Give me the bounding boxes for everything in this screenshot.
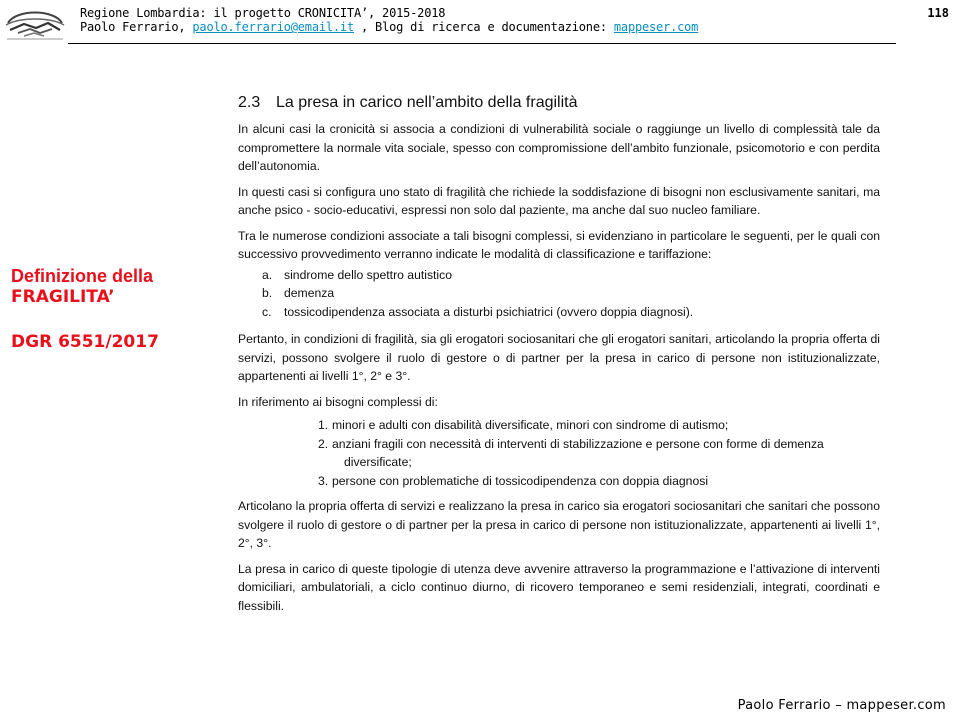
list-marker: b. — [262, 286, 273, 300]
list-marker: 2. — [318, 436, 329, 451]
blog-link[interactable]: mappeser.com — [613, 20, 699, 34]
sidebar-title-line2: FRAGILITA’ — [11, 287, 115, 307]
list-item-continuation: diversificate; — [344, 455, 412, 469]
list-item — [238, 266, 880, 285]
page-header — [0, 0, 960, 46]
document-body — [238, 92, 880, 622]
header-line2-middle: , Blog di ricerca e documentazione: — [353, 20, 614, 34]
list-item-text: tossicodipendenza associata a disturbi psichiatrici (ovvero doppia diagnosi). — [284, 304, 694, 319]
header-line1: Regione Lombardia: il progetto CRONICITA’, 2015-2018 — [80, 6, 446, 20]
paragraph: Pertanto, in condizioni di fragilità, sia gli erogatori sociosanitari che gli erogatori sanitari, articolando la propria offerta di servizi, possono svolgere il ruolo di gestore o di partner per la presa in carico di persone non istituzionalizzate, appartenenti ai livelli 1°, 2° e 3°. — [238, 332, 880, 383]
needs-list — [238, 416, 880, 490]
paragraph: La presa in carico di queste tipologie di utenza deve avvenire attraverso la programmazione e l’attivazione di interventi domiciliari, ambulatoriali, a ciclo continuo diurno, di ricovero temporaneo e semi residenziali, integrati, coordinati e flessibili. — [238, 561, 880, 613]
paragraph: In riferimento ai bisogni complessi di: — [238, 394, 438, 409]
list-marker: c. — [262, 304, 272, 319]
sidebar-title — [11, 266, 216, 353]
list-item-text: minori e adulti con disabilità diversificate, minori con sindrome di autismo; — [332, 418, 729, 432]
paragraph: In alcuni casi la cronicità si associa a condizioni di vulnerabilità sociale o raggiunge un livello di complessità tale da compromettere la normale vita sociale, spesso con compromissione dell’ambito funzionale, psicomotorio e con perdita dell’autonomia. — [238, 122, 880, 173]
list-item — [238, 303, 880, 322]
header-divider — [68, 43, 896, 44]
paragraph: In questi casi si configura uno stato di fragilità che richiede la soddisfazione di bisogni non esclusivamente sanitari, ma anche psico - socio-educativi, espressi non solo dal paziente, ma anche dal suo nucleo familiare. — [238, 184, 880, 217]
paragraph: Articolano la propria offerta di servizi e realizzano la presa in carico sia erogatori sociosanitari che sanitari che possono svolgere il ruolo di gestore o di partner per la presa in carico di persone non istituzionalizzate, appartenenti ai livelli 1°, 2°, 3°. — [238, 499, 880, 550]
conditions-list — [238, 266, 880, 322]
list-marker: 1. — [318, 418, 329, 432]
sidebar-title-line1: Definizione della — [11, 266, 154, 286]
list-item-text: persone con problematiche di tossicodipendenza con doppia diagnosi — [332, 473, 709, 488]
list-marker: 3. — [318, 473, 329, 488]
footer-credit: Paolo Ferrario – mappeser.com — [737, 698, 946, 713]
sidebar-dgr: DGR 6551/2017 — [11, 332, 159, 352]
list-item-text: sindrome dello spettro autistico — [284, 267, 453, 282]
page-number: 118 — [927, 6, 949, 20]
email-link[interactable]: paolo.ferrario@email.it — [192, 20, 354, 34]
handshake-icon — [4, 3, 66, 43]
list-item-text: demenza — [284, 286, 335, 300]
header-text — [80, 6, 698, 34]
section-heading — [238, 92, 880, 114]
list-item-text: anziani fragili con necessità di interventi di stabilizzazione e persone con forme di demenza — [332, 436, 824, 451]
header-line2 — [80, 20, 698, 34]
list-item — [238, 435, 880, 472]
list-item — [238, 416, 880, 435]
section-number: 2.3 — [238, 94, 261, 111]
list-marker: a. — [262, 267, 273, 282]
list-item — [238, 472, 880, 491]
paragraph: Tra le numerose condizioni associate a tali bisogni complessi, si evidenziano in particolare le seguenti, per le quali con successivo provvedimento verranno indicate le modalità di classificazione e tariffazione: — [238, 228, 880, 261]
author-name: Paolo Ferrario, — [80, 20, 193, 34]
list-item — [238, 284, 880, 303]
section-title: La presa in carico nell’ambito della fragilità — [276, 94, 578, 111]
